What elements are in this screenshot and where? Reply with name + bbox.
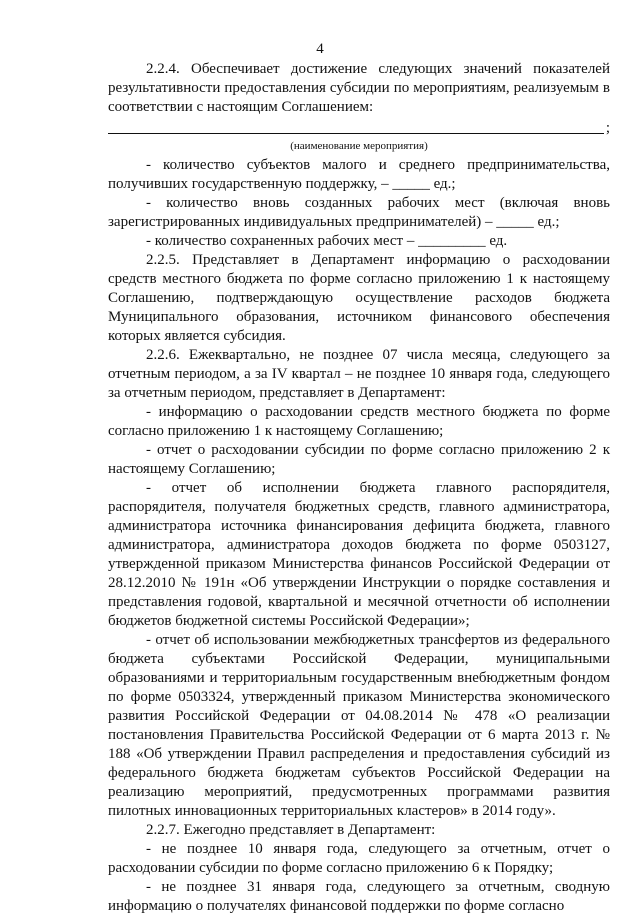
indicator-item-2: - количество вновь созданных рабочих мест (включая вновь зарегистрированных индивидуальных предпринимателей) – _____ ед.; xyxy=(108,195,610,230)
document-body xyxy=(108,60,610,916)
indicator-item-1: - количество субъектов малого и среднего предпринимательства, получивших государственную поддержку, – _____ ед.; xyxy=(108,157,610,192)
report-item-3: - отчет об исполнении бюджета главного распорядителя, распорядителя, получателя бюджетных средств, главного администратора, администратора источника финансирования дефицита бюджета, главного администратора, администратора доходов бюджета по форме 0503127, утвержденной приказом Министерства финансов Российской Федерации от 28.12.2010 № 191н «Об утверждении Инструкции о порядке составления и представления годовой, квартальной и месячной отчетности об исполнении бюджетов бюджетной системы Российской Федерации»; xyxy=(108,480,610,629)
paragraph-2-2-4: 2.2.4. Обеспечивает достижение следующих значений показателей результативности предоставления субсидии по мероприятиям, реализуемым в соответствии с настоящим Соглашением: xyxy=(108,61,610,115)
activity-name-blank xyxy=(108,119,610,137)
activity-name-underline xyxy=(108,119,604,134)
activity-name-semicolon: ; xyxy=(605,120,610,136)
paragraph-2-2-7: 2.2.7. Ежегодно представляет в Департамент: xyxy=(146,822,436,838)
page-number: 4 xyxy=(316,41,324,57)
report-item-2: - отчет о расходовании субсидии по форме согласно приложению 2 к настоящему Соглашению; xyxy=(108,442,610,477)
indicator-item-3: - количество сохраненных рабочих мест – _________ ед. xyxy=(146,233,508,249)
annual-item-2: - не позднее 31 января года, следующего за отчетным, сводную информацию о получателях финансовой поддержки по форме согласно xyxy=(108,879,610,914)
report-item-4: - отчет об использовании межбюджетных трансфертов из федерального бюджета субъектами Российской Федерации, муниципальными образованиями и территориальным государственным внебюджетным фондом по форме 0503324, утвержденный приказом Министерства экономического развития Российской Федерации от 04.08.2014 № 478 «О реализации постановления Правительства Российской Федерации от 6 марта 2013 г. № 188 «Об утверждении Правил распределения и предоставления субсидий из федерального бюджета бюджетам субъектов Российской Федерации на реализацию мероприятий, предусмотренных программами развития пилотных инновационных территориальных кластеров» в 2014 году». xyxy=(108,632,610,819)
annual-item-1: - не позднее 10 января года, следующего за отчетным, отчет о расходовании субсидии по форме согласно приложению 6 к Порядку; xyxy=(108,841,610,876)
paragraph-2-2-6: 2.2.6. Ежеквартально, не позднее 07 числа месяца, следующего за отчетным периодом, а за IV квартал – не позднее 10 января года, следующего за отчетным периодом, представляет в Департамент: xyxy=(108,347,610,401)
report-item-1: - информацию о расходовании средств местного бюджета по форме согласно приложению 1 к настоящему Соглашению; xyxy=(108,404,610,439)
activity-name-caption: (наименование мероприятия) xyxy=(290,140,428,152)
paragraph-2-2-5: 2.2.5. Представляет в Департамент информацию о расходовании средств местного бюджета по форме согласно приложению 1 к настоящему Соглашению, подтверждающую осуществление расходов бюджета Муниципального образования, источником финансового обеспечения которых является субсидия. xyxy=(108,252,610,344)
